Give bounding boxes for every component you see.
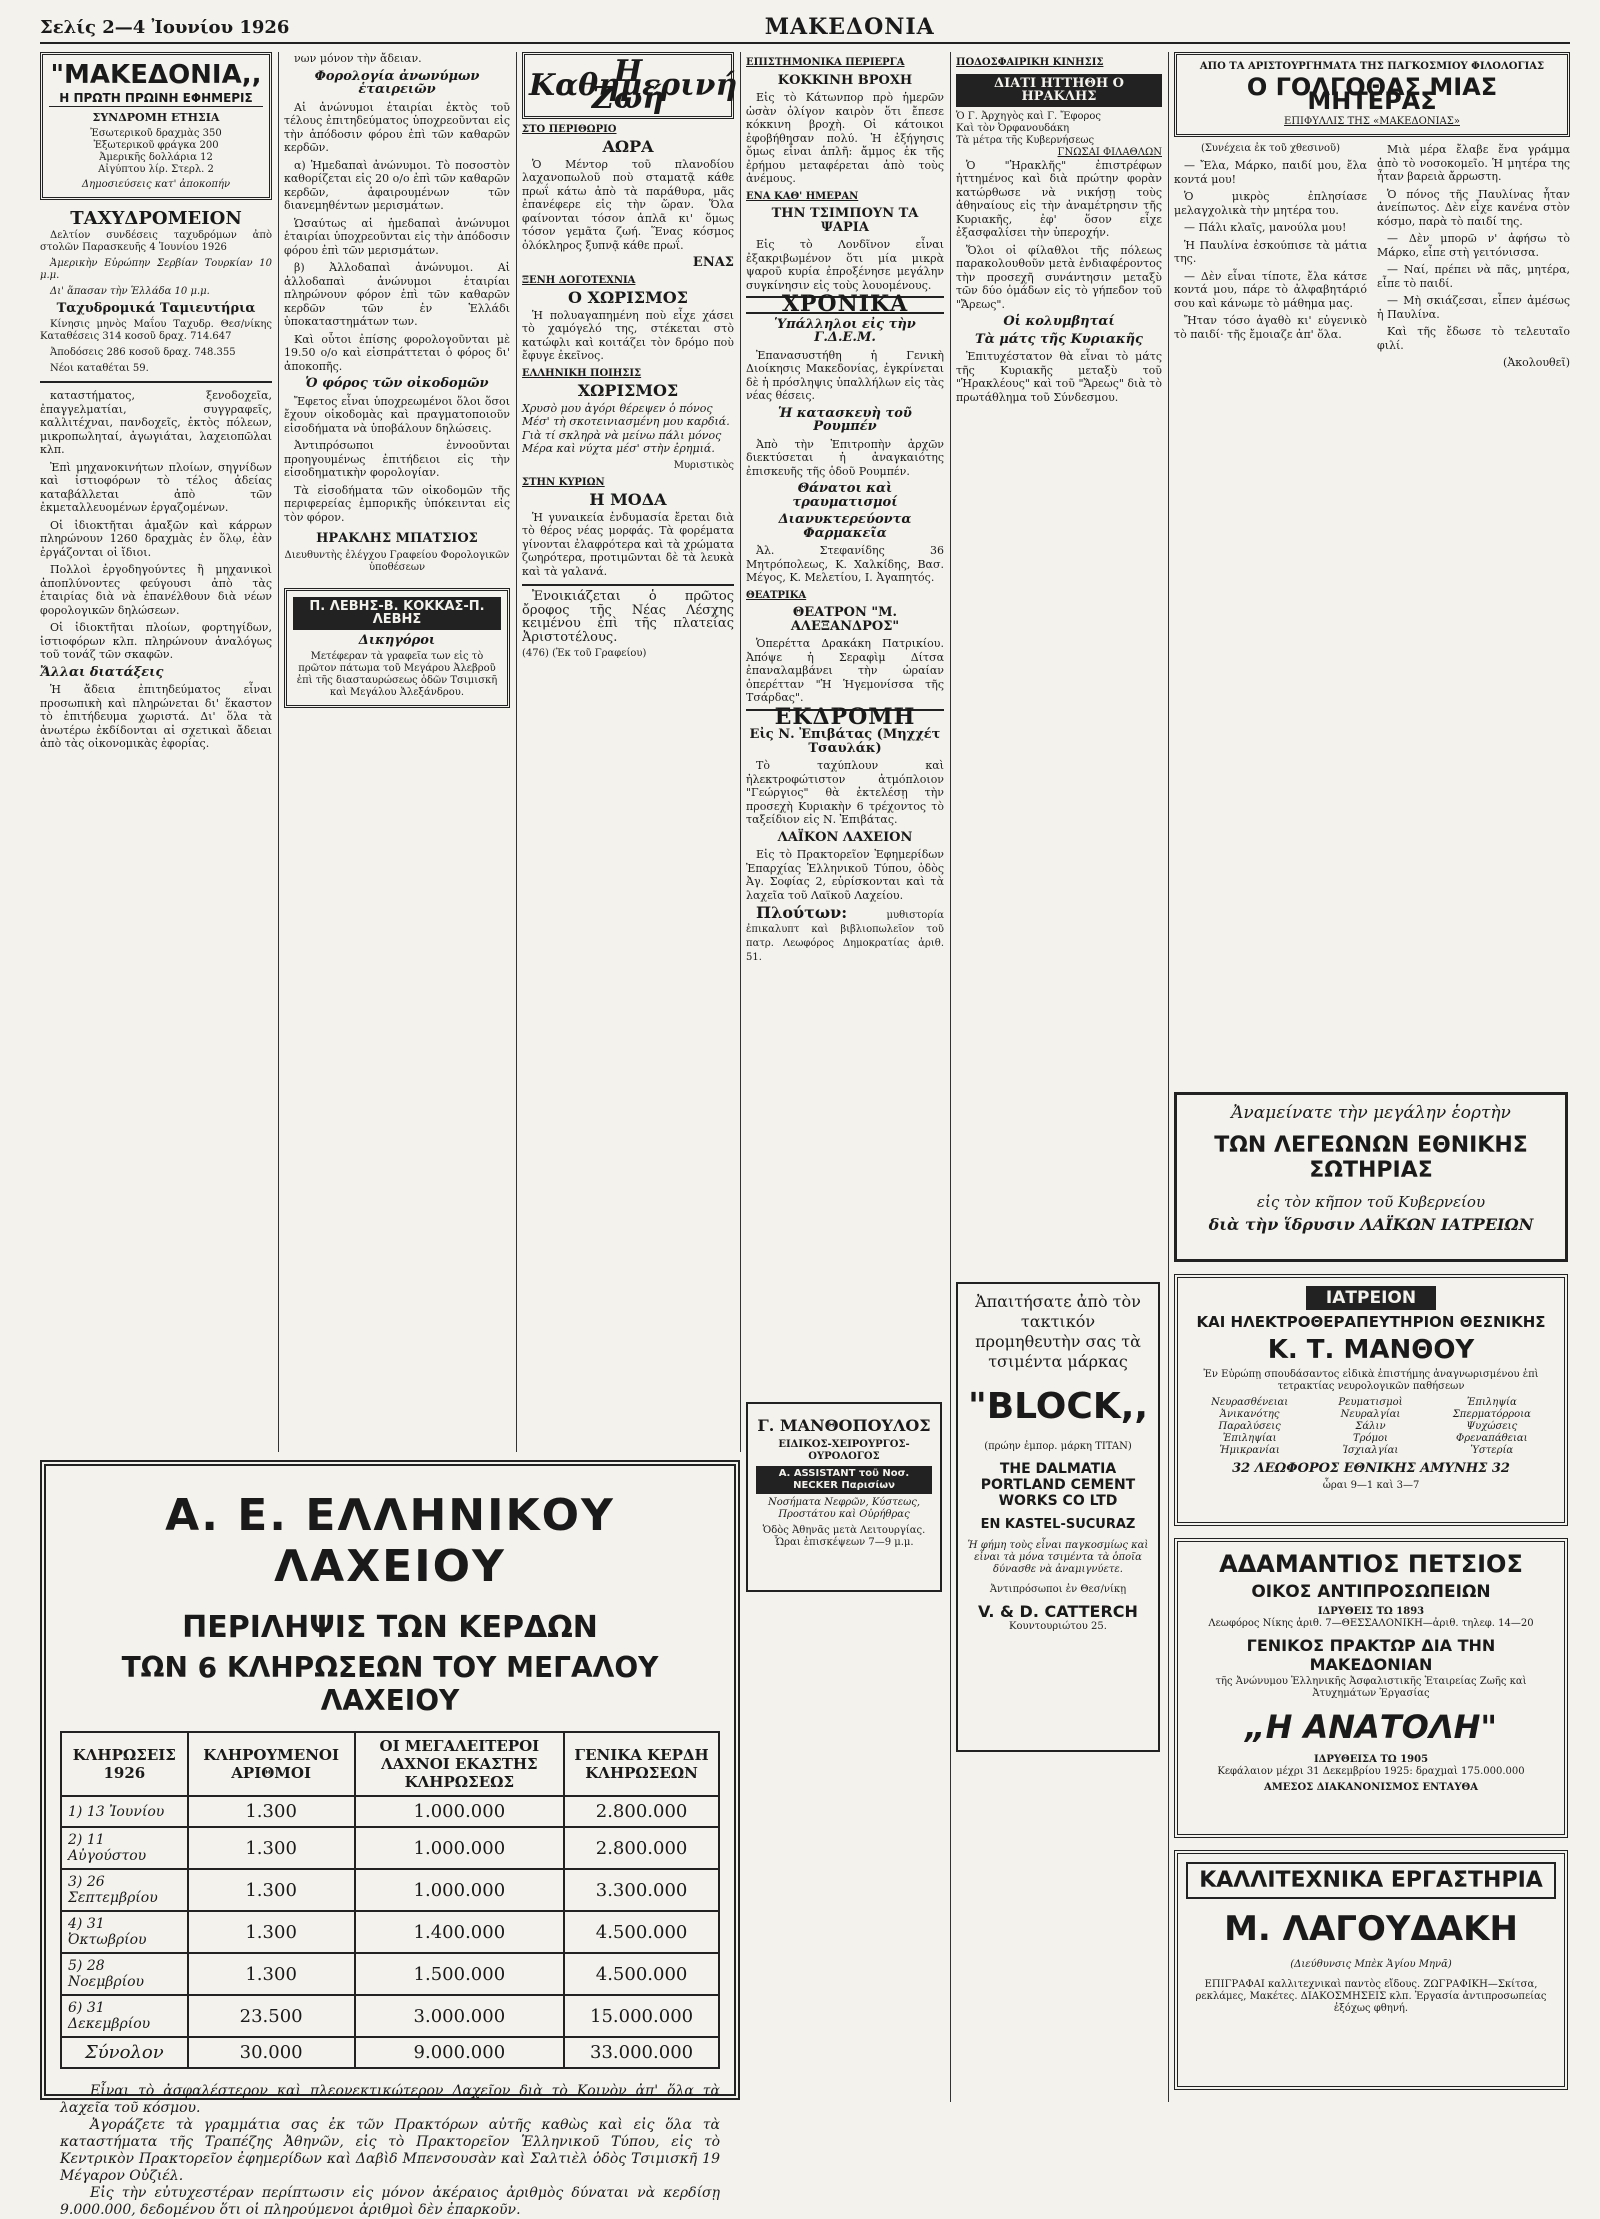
feuilleton-paragraph: — Πάλι κλαῖς, μανούλα μου! <box>1184 221 1347 234</box>
feuilleton-paragraph: Ὁ πόνος τῆς Παυλίνας ἦταν ἀνείπωτος. Δὲν εἶχε κανένα στὸν κόσμο, παρὰ τὸ παιδί της. <box>1377 187 1570 228</box>
col1-paragraph: Οἱ ἰδιοκτῆται πλοίων, φορτηγίδων, ἰστιοφόρων κλπ. πληρώνουν ἀναλόγως τοῦ τονάζ τῶν σκαφῶν. <box>40 621 272 661</box>
lottery-cell: 1.300 <box>188 1953 355 1995</box>
lottery-row <box>61 1995 719 2037</box>
doctor-spec: Νοσήματα Νεφρῶν, Κύστεως, Προστάτου καὶ Οὐρήθρας <box>767 1497 921 1520</box>
lottery-cell: 1.000.000 <box>355 1796 565 1827</box>
sport-subheading: Τὰ μάτς τῆς Κυριακῆς <box>975 331 1143 347</box>
lottery-row <box>61 1911 719 1953</box>
mid-heading: ΤΗΝ ΤΣΙΜΠΟΥΝ ΤΑ ΨΑΡΙΑ <box>771 206 919 235</box>
post-line: Ἀμερικὴν Εὐρώπην Σερβίαν Τουρκίαν 10 μ.μ. <box>40 257 272 281</box>
mid-kicker: ΕΝΑ ΚΑΘ' ΗΜΕΡΑΝ <box>746 190 859 202</box>
masthead-note: Δημοσιεύσεις κατ' ἀποκοπήν <box>81 179 231 190</box>
col2-paragraph: α) Ἡμεδαπαὶ ἀνώνυμοι. Τὸ ποσοστὸν καθορίζεται εἰς 20 ο/ο ἐπὶ τῶν καθαρῶν κερδῶν, ἀφαιρουμένων τῶν διανεμηθέντων μερισμάτων. <box>284 158 510 212</box>
lottery-cell: 1.000.000 <box>355 1827 565 1869</box>
lottery-cell: 1.000.000 <box>355 1869 565 1911</box>
lottery-cell: 3.300.000 <box>564 1869 719 1911</box>
lottery-sub2: ΤΩΝ 6 ΚΛΗΡΩΣΕΩΝ ΤΟΥ ΜΕΓΑΛΟΥ ΛΑΧΕΙΟΥ <box>121 1651 659 1717</box>
clinic-l1: ΙΑΤΡΕΙΟΝ <box>1306 1286 1436 1310</box>
lottery-cell: 15.000.000 <box>564 1995 719 2037</box>
sub-line: Ἐσωτερικοῦ δραχμὰς 350 <box>90 128 222 139</box>
col2-paragraph: Ὡσαύτως αἱ ἡμεδαπαὶ ἀνώνυμοι ἑταιρίαι ὑποχρεοῦνται εἰς τὴν ἀπόδοσιν φόρου ἐπὶ τῶν μερισμάτων. <box>284 216 510 257</box>
feuilleton-title: Ο ΓΟΛΓΟΘΑΣ ΜΙΑΣ ΜΗΤΕΡΑΣ <box>1246 73 1498 115</box>
feuilleton-kicker: ΑΠΟ ΤΑ ΑΡΙΣΤΟΥΡΓΗΜΑΤΑ ΤΗΣ ΠΑΓΚΟΣΜΙΟΥ ΦΙΛΟΛΟΓΙΑΣ <box>1199 61 1545 72</box>
event-ad <box>1174 1092 1568 1262</box>
clinic-ad <box>1174 1274 1568 1526</box>
daily-poem: Χρυσὸ μου ἀγόρι θέρεψεν ὁ πόνος Μέσ' τὴ σκοτεινιασμένη μου καρδιά. Γιὰ τί σκληρὰ νὰ μείνω πάλι μόνος Μέρα καὶ νύχτα μέσ' στὴν ἐρημιά. <box>522 401 730 455</box>
col2-sig-title: Διευθυντὴς ἐλέγχου Γραφείου Φορολογικῶν ὑποθέσεων <box>284 549 510 573</box>
feuilleton-paragraph: — Ναί, πρέπει νὰ πᾶς, μητέρα, εἶπε τὸ παιδί. <box>1377 263 1570 290</box>
doctor-extra: Α. ASSISTANT τοῦ Νοσ. NECKER Παρισίων <box>756 1466 932 1494</box>
clinic-name: Κ. Τ. ΜΑΝΘΟΥ <box>1267 1335 1475 1365</box>
cement-place: ΕΝ KASTEL-SUCURAZ <box>980 1517 1136 1532</box>
cement-agent-name: V. & D. CATTERCH <box>978 1602 1138 1621</box>
cement-agent-addr: Κουντουριώτου 25. <box>1009 1621 1107 1632</box>
mid-paragraph: Ὁπερέττα Δρακάκη Πατρικίου. Ἀπόψε ἡ Σεραφὶμ Δίτσα ἐπαναλαμβάνει τὴν ὡραίαν ὁπερέτταν "Ἡ Ἡγεμονίσσα τῆς Τσάρδας". <box>746 637 944 704</box>
daily-heading: ΧΩΡΙΣΜΟΣ <box>577 381 679 400</box>
feuilleton-paragraph: — Μὴ σκιάζεσαι, εἶπεν ἀμέσως ἡ Παυλίνα. <box>1377 294 1570 321</box>
petsios-founded: ΙΔΡΥΘΕΙΣ ΤΩ 1893 <box>1317 1606 1425 1617</box>
mid-paragraph: Ἀλ. Στεφανίδης 36 Μητρόπολεως, Κ. Χαλκίδης, Βασ. Μέγος, Κ. Μελετίου, Ι. Ἀγαπητός. <box>746 544 944 584</box>
petsios-addr: Λεωφόρος Νίκης ἀριθ. 7—ΘΕΣΣΑΛΟΝΙΚΗ—ἀριθ. τηλεφ. 14—20 <box>1208 1618 1534 1629</box>
lottery-cell: 4) 31 Ὀκτωβρίου <box>61 1911 188 1953</box>
cement-pre: Ἀπαιτήσατε ἀπὸ τὸν τακτικόν προμηθευτὴν σας τὰ τσιμέντα μάρκας <box>975 1292 1141 1371</box>
post-title: ΤΑΧΥΔΡΟΜΕΙΟΝ <box>70 208 242 229</box>
col2-subheading: Φορολογία ἀνωνύμων ἑταιρειῶν <box>314 68 480 97</box>
feuilleton-banner <box>1174 52 1570 137</box>
daily-paragraph: Ἡ πολυαγαπημένη ποὺ εἶχε χάσει τὸ χαμόγελό της, στέκεται στὸ κατώφλι καὶ κοιτάζει τὸν δρόμο ποὺ ἔφυγε ἐκεῖνος. <box>522 308 734 362</box>
lottery-title: Α. Ε. ΕΛΛΗΝΙΚΟΥ ΛΑΧΕΙΟΥ <box>165 1490 615 1592</box>
daily-poet: Μυριστικὸς <box>673 459 734 471</box>
lagoudakis-pre: ΚΑΛΛΙΤΕΧΝΙΚΑ ΕΡΓΑΣΤΗΡΙΑ <box>1186 1862 1556 1899</box>
sport-source: ΓΝΩΣΑΙ ΦΙΛΑΘΛΩΝ <box>1057 146 1162 158</box>
mid-paragraph: Ἀπὸ τὴν Ἐπιτροπὴν ἀρχῶν διεκτύσεται ἡ ἀναγκαιότης ἐπισκευῆς τῆς ὁδοῦ Ρουμπέν. <box>746 437 944 478</box>
col2-paragraph: Ἀντιπρόσωποι ἐννοοῦνται προηγουμένως ἐπιτήδειοι εἰς τὴν εἰσοδηματικὴν φορολογίαν. <box>284 439 510 479</box>
clinic-hours: ὧραι 9—1 καὶ 3—7 <box>1322 1480 1420 1491</box>
lottery-col-header: ΚΛΗΡΩΣΕΙΣ 1926 <box>61 1732 188 1796</box>
daily-heading: ΑΩΡΑ <box>602 137 654 156</box>
col2-signature: ΗΡΑΚΛΗΣ ΜΠΑΤΣΙΟΣ <box>316 531 478 546</box>
cement-agent: Ἀντιπρόσωποι ἐν Θεσ/νίκῃ <box>989 1584 1127 1595</box>
clinic-addr: 32 ΛΕΩΦΟΡΟΣ ΕΘΝΙΚΗΣ ΑΜΥΝΗΣ 32 <box>1232 1461 1510 1476</box>
cement-brand: "BLOCK,, <box>967 1386 1149 1427</box>
feuilleton-paragraph: Καὶ τῆς ἔδωσε τὸ τελευταῖο φιλί. <box>1377 325 1570 352</box>
event-purpose: διὰ τὴν ἵδρυσιν ΛΑΪΚΩΝ ΙΑΤΡΕΙΩΝ <box>1208 1215 1534 1234</box>
excursion-heading: ΕΚΔΡΟΜΗ <box>746 709 944 725</box>
mid-subheading: Ἡ κατασκευὴ τοῦ Ρουμπέν <box>778 405 912 434</box>
lottery-table <box>60 1731 720 2069</box>
lottery-cell: 1.300 <box>188 1869 355 1911</box>
lawyers-role: Δικηγόροι <box>358 632 436 648</box>
col2-paragraph: Ἔφετος εἶναι ὑποχρεωμένοι ὅλοι ὅσοι ἔχουν οἰκοδομὰς καὶ πραγματοποιοῦν εἰσοδήματα νὰ ὑποβάλουν δηλώσεις. <box>284 394 510 435</box>
ploutos-heading: Πλούτων: <box>756 903 848 922</box>
lawyers-ad <box>284 588 510 709</box>
sport-line: Ὁ Γ. Ἀρχηγὸς καὶ Γ. Ἔφορος <box>956 110 1101 122</box>
page-header <box>40 12 1570 44</box>
lottery-cell: 2.800.000 <box>564 1796 719 1827</box>
lottery-sub1: ΠΕΡΙΛΗΨΙΣ ΤΩΝ ΚΕΡΔΩΝ <box>182 1610 598 1645</box>
sports-column <box>956 52 1162 1252</box>
petsios-house: ΟΙΚΟΣ ΑΝΤΙΠΡΟΣΩΠΕΙΩΝ <box>1251 1582 1491 1602</box>
col1-paragraph: Ἡ ἄδεια ἐπιτηδεύματος εἶναι προσωπικὴ καὶ πληρώνεται δι' ἕκαστον τὸ ἐπιτήδευμα χωριστά. Δι' ὅλα τὰ ἀνωτέρω ἐκδίδονται αἱ σχετικαὶ ἄδειαι ἀπὸ τὰς οἰκονομικὰς ἐφορίας. <box>40 683 272 750</box>
daily-heading: Ο ΧΩΡΙΣΜΟΣ <box>568 288 688 307</box>
rent-notice: Ἐνοικιάζεται ὁ πρῶτος ὄροφος τῆς Νέας Λέσχης κειμένου ἐπὶ τῆς πλατείας Ἀριστοτέλους. <box>522 589 734 645</box>
lottery-cell: 6) 31 Δεκεμβρίου <box>61 1995 188 2037</box>
sport-paragraph: Ὅλοι οἱ φίλαθλοι τῆς πόλεως παρακολουθοῦν μετὰ ἐνδιαφέροντος τὴν προσεχῆ συνάντησιν μεταξὺ τῶν δύο ὁμάδων εἰς τὸ γήπεδον τοῦ "Ἄρεως". <box>956 243 1162 311</box>
post-stat: Ἀποδόσεις 286 κοσοῦ δραχ. 748.355 <box>50 347 236 358</box>
lottery-ad <box>40 1460 740 2218</box>
cement-sub: (πρώην ἐμπορ. μάρκη TITAN) <box>984 1441 1132 1452</box>
feuilleton-paragraph: Ὁ μικρὸς ἐπλησίασε μελαγχολικὰ τὴν μητέρα του. <box>1174 190 1367 217</box>
event-place: εἰς τὸν κῆπον τοῦ Κυβερνείου <box>1256 1193 1486 1211</box>
lottery-cell: 4.500.000 <box>564 1953 719 1995</box>
mid-subheading: Θάνατοι καὶ τραυματισμοί <box>792 481 898 510</box>
lottery-cell: 3) 26 Σεπτεμβρίου <box>61 1869 188 1911</box>
col2-paragraph: Αἱ ἀνώνυμοι ἑταιρίαι ἐκτὸς τοῦ τέλους ἐπιτηδεύματος ὑποχρεοῦνται εἰς τὴν ἀπόδοσιν φόρου ἐπὶ τῶν καθαρῶν κερδῶν. <box>284 100 510 154</box>
cement-company: THE DALMATIA PORTLAND CEMENT WORKS CO LTD <box>980 1461 1136 1509</box>
newspaper-page <box>40 12 1570 2218</box>
lagoudakis-ad <box>1174 1850 1568 2090</box>
clinic-lists <box>1186 1397 1556 1457</box>
mid-heading: ΚΟΚΚΙΝΗ ΒΡΟΧΗ <box>777 72 913 88</box>
sport-paragraph: Ἐπιτυχέστατον θὰ εἶναι τὸ μάτς τῆς Κυριακῆς μεταξὺ τοῦ "Ἡρακλέους" καὶ τοῦ "Ἄρεως" διὰ τὸ πρωτάθλημα τοῦ Σύνδεσμου. <box>956 350 1162 404</box>
event-title: ΤΩΝ ΛΕΓΕΩΝΩΝ ΕΘΝΙΚΗΣ ΣΩΤΗΡΙΑΣ <box>1214 1133 1528 1183</box>
clinic-desc: Ἐν Εὐρώπῃ σπουδάσαντος εἰδικὰ ἐπιστήμης ἀναγνωρισμένου ἐπὶ τετρακτίας νευρολογικῶν παθήσεων <box>1203 1369 1539 1392</box>
mid-paragraph: Εἰς τὸ Λονδῖνον εἶναι ἐξακριβωμένον ὅτι μία μικρὰ ψαροῦ κυρία ἐπροξένησε μεγάλην συγκίνησιν εἰς τοὺς λουομένους. <box>746 238 944 292</box>
sport-paragraph: Ὁ "Ἡρακλῆς" ἐπιστρέφων ἡττημένος καὶ διὰ πρώτην φορὰν κατώρθωσε νὰ νικήσῃ τοὺς ἀθηναίους εἰς τὴν ἀναμέτρησιν τῆς Κυριακῆς, ἐφ' ὅσον εἶχε ἐξασφαλίσει τὴν ὑπεροχήν. <box>956 158 1162 239</box>
lawyers-text: Μετέφεραν τὰ γραφεῖα των εἰς τὸ πρῶτον πάτωμα τοῦ Μεγάρου Ἀλεβροῦ ἐπὶ τῆς διασταυρώσεως ὁδῶν Τσιμισκῆ καὶ Μεγάλου Ἀλεξάνδρου. <box>296 651 498 698</box>
feuilleton-paragraph: — Δὲν εἶναι τίποτε, ἔλα κάτσε κοντά μου, πάρε τὸ ἀλφαβητάριό σου καὶ κάνωμε τὸ μάθημα μας. <box>1174 269 1367 310</box>
lottery-cell: 1.300 <box>188 1827 355 1869</box>
lottery-cell: 1.300 <box>188 1911 355 1953</box>
petsios-name: ΑΔΑΜΑΝΤΙΟΣ ΠΕΤΣΙΟΣ <box>1219 1550 1523 1578</box>
anatoli-founded: ΙΔΡΥΘΕΙΣΑ ΤΩ 1905 <box>1313 1754 1429 1765</box>
cement-text: Ἡ φήμη τοὺς εἶναι παγκοσμίως καὶ εἶναι τὰ μόνα τσιμέντα τὰ ὁποῖα δύνασθε νὰ ἀναμιγνύετε. <box>967 1540 1149 1575</box>
lottery-cell: 23.500 <box>188 1995 355 2037</box>
mid-paragraph: Ἐπανασυστήθη ἡ Γενικὴ Διοίκησις Μακεδονίας, ἐγκρίνεται δὲ ἡ πρόσληψις ὑπαλλήλων εἰς τὰς νέας θέσεις. <box>746 348 944 402</box>
sub-line: Ἀμερικῆς δολλάρια 12 <box>99 152 213 163</box>
column-4 <box>746 52 944 1397</box>
lottery-col-header: ΟΙ ΜΕΓΑΛΕΙΤΕΡΟΙ ΛΑΧΝΟΙ ΕΚΑΣΤΗΣ ΚΛΗΡΩΣΕΩΣ <box>355 1732 565 1796</box>
rent-ref: (476) (Ἐκ τοῦ Γραφείου) <box>522 648 647 659</box>
sport-heading: ΔΙΑΤΙ ΗΤΤΗΘΗ Ο ΗΡΑΚΛΗΣ <box>956 74 1162 107</box>
feuilleton-paragraph: Ἡ Παυλίνα ἐσκούπισε τὰ μάτια της. <box>1174 238 1367 265</box>
lottery-row <box>61 1827 719 1869</box>
mid-heading: ΛΑΪΚΟΝ ΛΑΧΕΙΟΝ <box>777 829 913 845</box>
subs-heading: ΣΥΝΔΡΟΜΗ ΕΤΗΣΙΑ <box>92 110 220 124</box>
col1-paragraph: καταστήματος, ξενοδοχεῖα, ἐπαγγελματίαι, συγγραφεῖς, καλλιτέχναι, πανδοχεῖς, ἐκτὸς πόλεων, μικροπωληταί, ἀγωγιάται, λαχειοπῶλαι κλπ. <box>40 389 272 456</box>
lottery-cell: 1.400.000 <box>355 1911 565 1953</box>
petsios-ad <box>1174 1538 1568 1838</box>
daily-sign: ΕΝΑΣ <box>692 255 734 270</box>
masthead-box <box>40 52 272 200</box>
sub-line: Αἰγύπτου λίρ. Στερλ. 2 <box>98 164 214 175</box>
daily-heading: Η ΜΟΔΑ <box>589 490 667 509</box>
post-line: Δι' ἅπασαν τὴν Ἑλλάδα 10 μ.μ. <box>50 285 210 297</box>
feuilleton-end: (Ἀκολουθεῖ) <box>1503 356 1570 369</box>
doctor-name: Γ. ΜΑΝΘΟΠΟΥΛΟΣ <box>757 1416 931 1435</box>
lottery-cell: 2) 11 Αὐγούστου <box>61 1827 188 1869</box>
lottery-cell: 4.500.000 <box>564 1911 719 1953</box>
masthead-title: "ΜΑΚΕΔΟΝΙΑ,, <box>50 60 262 90</box>
lottery-col-header: ΓΕΝΙΚΑ ΚΕΡΔΗ ΚΛΗΡΩΣΕΩΝ <box>564 1732 719 1796</box>
mid-paragraph: Τὸ ταχύπλουν καὶ ἠλεκτροφώτιστον ἀτμόπλοιον "Γεώργιος" θὰ ἐκτελέσῃ τὴν προσεχὴ Κυριακὴν 6 τρέχοντος τὸ ταξείδιον εἰς Ν. Ἐπιβάτας. <box>746 759 944 826</box>
clinic-list-right: Ἐπιληψία Σπερματόρροια Ψυχώσεις Φρεναπάθειαι Ὑστερία <box>1452 1397 1531 1456</box>
header-date: Σελίς 2—4 Ἰουνίου 1926 <box>40 16 290 38</box>
daily-kicker: ΣΤΗΝ ΚΥΡΙΩΝ <box>522 476 605 488</box>
lottery-row <box>61 1953 719 1995</box>
feuilleton-column <box>1174 52 1570 1082</box>
lottery-row <box>61 1869 719 1911</box>
col2-paragraph: Τὰ εἰσοδήματα τῶν οἰκοδομῶν τῆς περιφερείας ἐμπορικῆς ὑπόκεινται εἰς τὸν φόρον. <box>284 483 510 524</box>
daily-paragraph: Ὁ Μέντορ τοῦ πλανοδίου λαχανοπωλοῦ ποὺ σταματᾷ κάθε πρωΐ κάτω ἀπὸ τὰ παράθυρα, μᾶς ἐπανέφερε εἰς τὴν ὥραν. Ὅλα φαίνονται τόσον ἁπλᾶ κι' ὅμως τόσον γεμᾶτα ζωή. Ἕνας κόσμος ὁλόκληρος ξυπνᾷ κάθε πρωΐ. <box>522 157 734 252</box>
col1-paragraph: Οἱ ἰδιοκτῆται ἁμαξῶν καὶ κάρρων πληρώνουν 1260 δραχμὰς ἐν ὅλῳ, ἐὰν ἐργάζονται οἱ ἴδιοι. <box>40 518 272 559</box>
anatoli-brand: „Η ΑΝΑΤΟΛΗ" <box>1244 1708 1498 1746</box>
col1-paragraph: Πολλοὶ ἐργοδηγούντες ἢ μηχανικοὶ ἀποπλύνοντες φεύγουσι ἀπὸ τὰς ἑταιρίας διὰ νὰ ἐπανέλθουν διὰ νέων φορολογικῶν δηλώσεων. <box>40 563 272 617</box>
anatoli-capital: Κεφάλαιον μέχρι 31 Δεκεμβρίου 1925: δραχμαὶ 175.000.000 <box>1217 1766 1525 1777</box>
lottery-cell: 2.800.000 <box>564 1827 719 1869</box>
col2-paragraph: β) Ἀλλοδαπαὶ ἀνώνυμοι. Αἱ ἀλλοδαπαὶ ἀνώνυμοι ἑταιρίαι πληρώνουν φόρον ἐπὶ τῶν καθαρῶν κερδῶν τῶν ἐν Ἑλλάδι ὑποκαταστημάτων των. <box>284 261 510 328</box>
feuilleton-sub: ΕΠΙΦΥΛΛΙΣ ΤΗΣ «ΜΑΚΕΔΟΝΙΑΣ» <box>1284 116 1460 127</box>
lottery-cell: 5) 28 Νοεμβρίου <box>61 1953 188 1995</box>
feuilleton-cont: (Συνέχεια ἐκ τοῦ χθεσινοῦ) <box>1200 143 1341 154</box>
col2-paragraph: Καὶ οὗτοι ἐπίσης φορολογοῦνται μὲ 19.50 ο/ο καὶ εἰσπράττεται ὁ φόρος δι' ἀποκοπῆς. <box>284 332 510 373</box>
daily-kicker: ΞΕΝΗ ΔΟΓΟΤΕΧΝΙΑ <box>522 274 636 286</box>
daily-kicker: ΣΤΟ ΠΕΡΙΘΩΡΙΟ <box>522 123 617 135</box>
col2-subheading: Ὁ φόρος τῶν οἰκοδομῶν <box>305 376 489 391</box>
sport-line: Καὶ τὸν Ὀρφανουδάκη <box>956 122 1070 134</box>
mid-kicker: ΘΕΑΤΡΙΚΑ <box>746 589 807 601</box>
sport-subheading: Οἱ κολυμβηταί <box>1003 314 1115 329</box>
cement-ad <box>956 1282 1160 1752</box>
mid-heading: ΘΕΑΤΡΟΝ "Μ. ΑΛΕΞΑΝΔΡΟΣ" <box>790 605 900 634</box>
lottery-row <box>61 1796 719 1827</box>
petsios-agency: ΓΕΝΙΚΟΣ ΠΡΑΚΤΩΡ ΔΙΑ ΤΗΝ ΜΑΚΕΔΟΝΙΑΝ <box>1246 1636 1496 1674</box>
post-stat: Κίνησις μηνὸς Μαΐου Ταχυδρ. Θεσ/νίκης Καταθέσεις 314 κοσοῦ δραχ. 714.647 <box>40 319 272 342</box>
lottery-cell: 1) 13 Ἰουνίου <box>61 1796 188 1827</box>
sport-line: Τὰ μέτρα τῆς Κυβερνήσεως <box>956 134 1095 146</box>
petsios-of: τῆς Ἀνώνυμου Ἑλληνικῆς Ἀσφαλιστικῆς Ἑταιρείας Ζωῆς καὶ Ἀτυχημάτων Ἐργασίας <box>1215 1676 1527 1699</box>
lawyers-names: Π. ΛΕΒΗΣ-Β. ΚΟΚΚΑΣ-Π. ΛΕΒΗΣ <box>293 597 501 630</box>
col2-intro: νων μόνον τὴν ἄδειαν. <box>294 52 422 65</box>
mid-subheading: Ὑπάλληλοι εἰς τὴν Γ.Δ.Ε.Μ. <box>774 316 916 345</box>
daily-life-column <box>522 52 738 1442</box>
mid-paragraph: Εἰς τὸ Πρακτορεῖον Ἐφημερίδων Ἐπαρχίας Ἑλληνικοῦ Τύπου, ὁδὸς Ἀγ. Σοφίας 2, εὑρίσκονται καὶ τὰ λαχεῖα τοῦ Λαϊκοῦ Λαχείου. <box>746 848 944 902</box>
mid-kicker: ΕΠΙΣΤΗΜΟΝΙΚΑ ΠΕΡΙΕΡΓΑ <box>746 57 905 68</box>
daily-kicker: ΕΛΛΗΝΙΚΗ ΠΟΙΗΣΙΣ <box>522 367 642 379</box>
lagoudakis-name: Μ. ΛΑΓΟΥΔΑΚΗ <box>1224 1909 1518 1949</box>
clinic-list-left: Νευρασθένειαι Ἀνικανότης Παραλύσεις Ἐπιληψίαι Ἡμικρανίαι <box>1211 1397 1289 1456</box>
masthead-subtitle: Η ΠΡΩΤΗ ΠΡΩΙΝΗ ΕΦΗΜΕΡΙΣ <box>49 92 263 107</box>
lottery-total-row: Σύνολον 30.000 9.000.000 33.000.000 <box>61 2037 719 2068</box>
col1-paragraph: Ἐπὶ μηχανοκινήτων πλοίων, σηγνίδων καὶ ἱστιοφόρων τὸ τέλος ἀδείας καταβάλλεται ἀπὸ τῶν ἐκμεταλλευομένων ἐργαζομένων. <box>40 460 272 514</box>
daily-life-title: Η Καθημερινή Ζωή <box>529 54 738 116</box>
column-2 <box>284 52 510 1452</box>
header-title: ΜΑΚΕΔΟΝΙΑ <box>764 14 935 40</box>
mid-subheading: Εἰς Ν. Ἐπιβάτας (Μηχχέτ Τσαυλάκ) <box>749 727 941 756</box>
sub-line: Ἐξωτερικοῦ φράγκα 200 <box>93 140 219 151</box>
chronika-heading: ΧΡΟΝΙΚΑ <box>746 296 944 314</box>
daily-life-banner <box>522 52 738 119</box>
post-stat: Νέοι καταθέται 59. <box>50 363 149 374</box>
clinic-list-mid: Ρευματισμοὶ Νευραλγίαι Σάλιν Τρόμοι Ἰσχιαλγίαι <box>1338 1397 1403 1456</box>
feuilleton-paragraph: Μιὰ μέρα ἔλαβε ἕνα γράμμα ἀπὸ τὸ νοσοκομεῖο. Ἡ μητέρα της ἦταν βαρειὰ ἄρρωστη. <box>1377 143 1570 183</box>
lagoudakis-text: ΕΠΙΓΡΑΦΑΙ καλλιτεχνικαὶ παντὸς εἴδους. ΖΩΓΡΑΦΙΚΗ—Σκίτσα, ρεκλάμες, Μακέτες. ΔΙΑΚΟΣΜΗΣΕΙΣ κλπ. Ἐργασία ἀντιπροσωπείας ἐξόχως φθηνή. <box>1195 1979 1547 2014</box>
column-1 <box>40 52 272 1442</box>
daily-paragraph: Ἡ γυναικεία ἐνδυμασία ἔρεται διὰ τὸ θέρος νέας μορφάς. Τὰ φορέματα γίνονται ἐλαφρότερα καὶ τὰ χρώματα ζωηρότερα, προτιμῶνται δὲ τὰ λευκὰ καὶ τὰ γαλανά. <box>522 510 734 578</box>
lottery-cell: 3.000.000 <box>355 1995 565 2037</box>
doctor-addr: Ὁδὸς Ἀθηνᾶς μετὰ Λειτουργίας. Ὧραι ἐπισκέψεων 7—9 μ.μ. <box>762 1525 926 1548</box>
mid-subheading: Διανυκτερεύοντα Φαρμακεῖα <box>778 512 912 541</box>
post-ships-label: Ταχυδρομικά Ταμιευτήρια <box>56 300 256 316</box>
lottery-footer: Εἶναι τὸ ἀσφαλέστερον καὶ πλεονεκτικώτερον Λαχεῖον διὰ τὸ Κοινὸν ἀπ' ὅλα τὰ λαχεῖα τοῦ κόσμου. Ἀγοράζετε τὰ γραμμάτια σας ἐκ τῶν Πρακτόρων αὐτῆς καθὼς καὶ εἰς ὅλα τὰ καταστήματα τῆς Τραπέζης Ἀθηνῶν, εἰς τὸ Πρακτορεῖον Ἑλληνικοῦ Τύπου, εἰς τὸ Κεντρικὸν Πρακτορεῖον ἐφημερίδων καὶ Δαβὶδ Μπενσουσὰν καὶ Σαλτιὲλ ὁδὸς Τσιμισκῆ 19 Μέγαρον Οὐζιέλ. Εἰς τὴν εὐτυχεστέραν περίπτωσιν εἰς μόνον ἀκέραιος ἀριθμὸς δύναται νὰ κερδίσῃ 9.000.000, δεδομένου ὅτι οἱ πληρούμενοι ἀριθμοὶ δὲν ἐπαρκοῦν. <box>60 2083 720 2218</box>
post-text: Δελτίον συνδέσεις ταχυδρόμων ἀπὸ στολῶν Παρασκευῆς 4 Ἰουνίου 1926 <box>40 229 272 253</box>
feuilleton-paragraph: — Δὲν μπορῶ ν' ἀφήσω τὸ Μάρκο, εἶπε στὴ γειτόνισσα. <box>1377 232 1570 259</box>
lagoudakis-addr: (Διεύθυνσις Μπὲκ Ἁγίου Μηνᾶ) <box>1290 1959 1452 1970</box>
lottery-cell: 1.300 <box>188 1796 355 1827</box>
anatoli-direct: ΑΜΕΣΟΣ ΔΙΑΚΑΝΟΝΙΣΜΟΣ ΕΝΤΑΥΘΑ <box>1263 1782 1479 1793</box>
feuilleton-paragraph: Ἤταν τόσο ἀγαθὸ κι' εὐγενικὸ τὸ παιδί· τῆς ἔμοιαζε ἀπ' ὅλα. <box>1174 314 1367 341</box>
ploutos-text: μυθιστορία ἐπικαλυπτ καὶ βιβλιοπωλεῖον τοῦ πατρ. Λεωφόρος Δημοκρατίας ἀριθ. 51. <box>746 910 944 963</box>
clinic-l2: ΚΑΙ ΗΛΕΚΤΡΟΘΕΡΑΠΕΥΤΗΡΙΟΝ ΘΕΣΝΙΚΗΣ <box>1196 1313 1546 1331</box>
lottery-cell: 1.500.000 <box>355 1953 565 1995</box>
feuilleton-paragraph: — Ἔλα, Μάρκο, παιδί μου, ἔλα κοντά μου! <box>1174 159 1367 186</box>
col1-subheading: Ἄλλαι διατάξεις <box>40 664 164 680</box>
feuilleton-body <box>1174 143 1570 370</box>
event-pre: Ἀναμείνατε τὴν μεγάλην ἑορτὴν <box>1231 1103 1511 1123</box>
mid-paragraph: Εἰς τὸ Κάτωνπορ πρὸ ἡμερῶν ὡσὰν ὁλίγον καιρὸν ὅτι ἔπεσε κόκκινη βροχὴ. Οἱ κάτοικοι ἐφοβήθησαν πολύ. Ἡ ἐξήγησις ὅμως εἶναι ἁπλῆ: ἄμμος ἐκ τῆς ἐρήμου μεταφέρεται ἀπὸ τοὺς ἀνέμους. <box>746 91 944 185</box>
manthopoulos-ad <box>746 1402 942 1592</box>
sport-kicker: ΠΟΔΟΣΦΑΙΡΙΚΗ ΚΙΝΗΣΙΣ <box>956 57 1104 68</box>
lottery-col-header: ΚΛΗΡΟΥΜΕΝΟΙ ΑΡΙΘΜΟΙ <box>188 1732 355 1796</box>
doctor-role: ΕΙΔΙΚΟΣ-ΧΕΙΡΟΥΡΓΟΣ-ΟΥΡΟΛΟΓΟΣ <box>778 1439 910 1462</box>
